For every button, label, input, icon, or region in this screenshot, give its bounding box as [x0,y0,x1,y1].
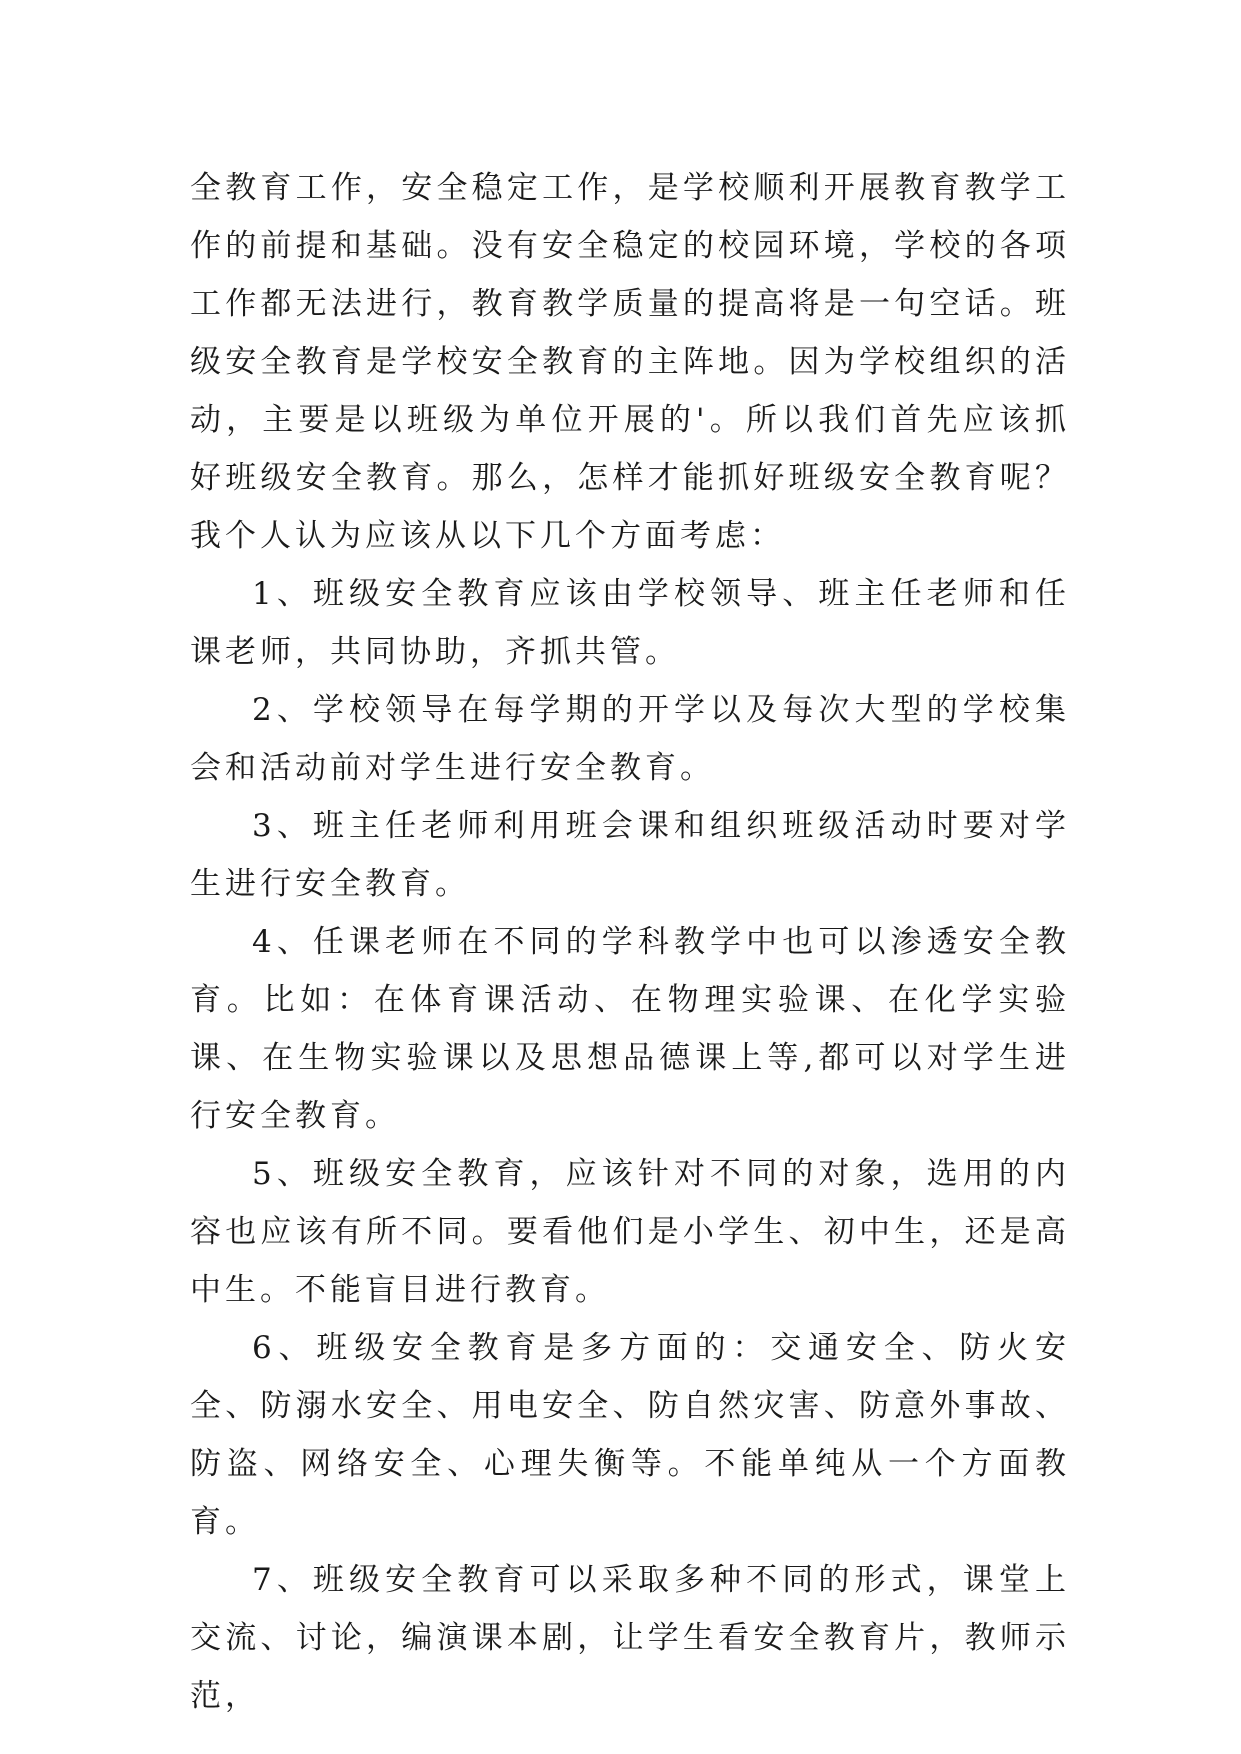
paragraph-item-1: 1、班级安全教育应该由学校领导、班主任老师和任课老师，共同协助，齐抓共管。 [190,576,1070,670]
body-text [190,159,1070,1725]
paragraph-item-6: 6、班级安全教育是多方面的：交通安全、防火安全、防溺水安全、用电安全、防自然灾害、防意外事故、防盗、网络安全、心理失衡等。不能单纯从一个方面教育。 [190,1330,1070,1540]
paragraph-intro: 全教育工作，安全稳定工作，是学校顺利开展教育教学工作的前提和基础。没有安全稳定的校园环境，学校的各项工作都无法进行，教育教学质量的提高将是一句空话。班级安全教育是学校安全教育的主阵地。因为学校组织的活动，主要是以班级为单位开展的'。所以我们首先应该抓好班级安全教育。那么，怎样才能抓好班级安全教育呢？我个人认为应该从以下几个方面考虑： [190,170,1070,554]
paragraph-item-2: 2、学校领导在每学期的开学以及每次大型的学校集会和活动前对学生进行安全教育。 [190,692,1070,786]
paragraph-item-3: 3、班主任老师利用班会课和组织班级活动时要对学生进行安全教育。 [190,808,1070,902]
paragraph-item-7: 7、班级安全教育可以采取多种不同的形式，课堂上交流、讨论，编演课本剧，让学生看安全教育片，教师示范， [190,1562,1070,1714]
paragraph-item-5: 5、班级安全教育，应该针对不同的对象，选用的内容也应该有所不同。要看他们是小学生、初中生，还是高中生。不能盲目进行教育。 [190,1156,1070,1308]
paragraph-item-4: 4、任课老师在不同的学科教学中也可以渗透安全教育。比如：在体育课活动、在物理实验课、在化学实验课、在生物实验课以及思想品德课上等,都可以对学生进行安全教育。 [190,924,1070,1134]
